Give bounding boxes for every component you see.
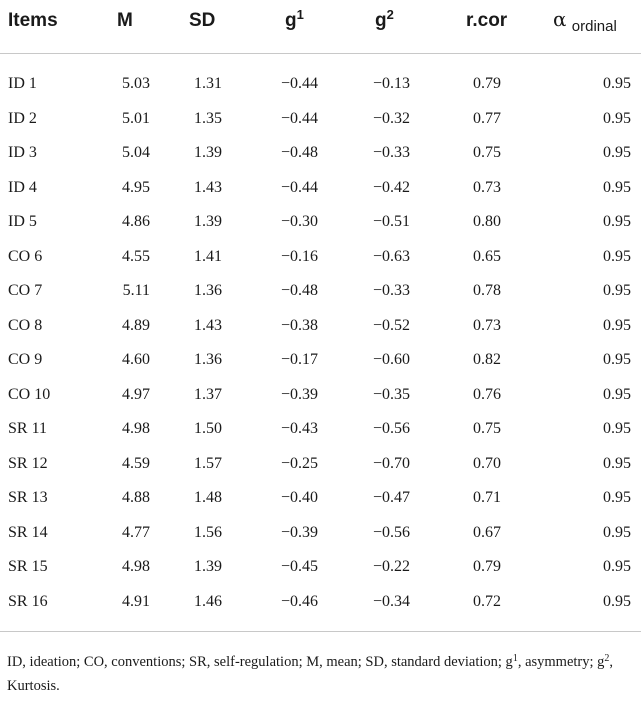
cell-sd: 1.48 [194, 489, 222, 506]
cell-item: CO 6 [8, 247, 43, 265]
cell-rcor: 0.65 [473, 247, 501, 265]
cell-rcor: 0.76 [473, 385, 501, 403]
cell-g2: −0.47 [372, 489, 410, 506]
cell-g1: −0.46 [280, 592, 318, 610]
cell-item: ID 5 [8, 213, 37, 230]
cell-g1: −0.16 [280, 247, 318, 265]
alpha-subscript: ordinal [571, 18, 617, 35]
bottom-rule [0, 631, 641, 632]
header-mean: M [117, 10, 133, 31]
cell-g2: −0.33 [372, 282, 410, 299]
cell-item: ID 2 [8, 109, 37, 127]
cell-mean: 4.89 [122, 316, 150, 334]
cell-mean: 5.01 [122, 109, 150, 127]
cell-sd: 1.35 [194, 109, 222, 127]
cell-alpha: 0.95 [603, 523, 631, 541]
table-row [0, 557, 641, 591]
cell-rcor: 0.79 [473, 75, 501, 92]
cell-rcor: 0.75 [473, 420, 501, 437]
header-g2-sup: 2 [386, 7, 394, 22]
cell-mean: 4.95 [122, 178, 150, 196]
cell-rcor: 0.78 [473, 282, 501, 299]
header-alpha [553, 8, 617, 33]
alpha-symbol: α [553, 7, 567, 31]
cell-g2: −0.56 [372, 420, 410, 437]
table-row [0, 281, 641, 315]
cell-g2: −0.22 [372, 558, 410, 575]
cell-rcor: 0.73 [473, 316, 501, 334]
cell-item: ID 4 [8, 178, 37, 196]
cell-sd: 1.43 [194, 178, 222, 196]
cell-g2: −0.56 [372, 523, 410, 541]
cell-sd: 1.37 [194, 385, 222, 403]
cell-g1: −0.44 [280, 109, 318, 127]
cell-item: CO 9 [8, 351, 43, 368]
cell-g2: −0.33 [372, 144, 410, 161]
table-row [0, 74, 641, 108]
cell-item: CO 10 [8, 385, 51, 403]
table-row [0, 350, 641, 384]
cell-alpha: 0.95 [603, 316, 631, 334]
cell-item: SR 11 [8, 420, 47, 437]
cell-rcor: 0.77 [473, 109, 501, 127]
cell-mean: 5.04 [122, 144, 150, 161]
cell-sd: 1.36 [194, 351, 222, 368]
header-g2-base: g [375, 10, 387, 31]
footnote-sup-2: 2 [604, 653, 610, 664]
cell-g2: −0.42 [372, 178, 410, 196]
cell-alpha: 0.95 [603, 351, 631, 368]
cell-item: SR 13 [8, 489, 48, 506]
cell-alpha: 0.95 [603, 75, 631, 92]
cell-alpha: 0.95 [603, 109, 631, 127]
cell-sd: 1.41 [194, 247, 222, 265]
cell-g2: −0.34 [372, 592, 410, 610]
header-items: Items [8, 10, 58, 31]
footnote-text-2: , asymmetry; g [517, 654, 605, 670]
table-row [0, 212, 641, 246]
table-row [0, 143, 641, 177]
cell-alpha: 0.95 [603, 282, 631, 299]
cell-g1: −0.17 [280, 351, 318, 368]
table-row [0, 488, 641, 522]
cell-mean: 4.59 [122, 454, 150, 472]
cell-g1: −0.38 [280, 316, 318, 334]
cell-g2: −0.13 [372, 75, 410, 92]
cell-g2: −0.51 [372, 213, 410, 230]
cell-rcor: 0.82 [473, 351, 501, 368]
cell-sd: 1.39 [194, 558, 222, 575]
header-g1 [285, 7, 304, 33]
header-rcor: r.cor [466, 10, 508, 31]
cell-mean: 4.86 [122, 213, 150, 230]
cell-alpha: 0.95 [603, 213, 631, 230]
cell-rcor: 0.75 [473, 144, 501, 161]
cell-g2: −0.63 [372, 247, 410, 265]
cell-item: CO 7 [8, 282, 43, 299]
header-g1-base: g [285, 10, 297, 31]
cell-item: SR 16 [8, 592, 48, 610]
cell-alpha: 0.95 [603, 247, 631, 265]
table-row [0, 247, 641, 281]
header-g2 [375, 7, 394, 33]
cell-alpha: 0.95 [603, 454, 631, 472]
cell-mean: 4.91 [122, 592, 150, 610]
cell-alpha: 0.95 [603, 592, 631, 610]
table-footnote [7, 651, 632, 697]
cell-sd: 1.36 [194, 282, 222, 299]
cell-mean: 4.60 [122, 351, 150, 368]
cell-alpha: 0.95 [603, 144, 631, 161]
cell-item: SR 12 [8, 454, 48, 472]
cell-item: ID 1 [8, 75, 37, 92]
cell-rcor: 0.70 [473, 454, 501, 472]
table-row [0, 178, 641, 212]
cell-g1: −0.44 [280, 75, 318, 92]
table-row [0, 385, 641, 419]
cell-g2: −0.32 [372, 109, 410, 127]
cell-sd: 1.39 [194, 144, 222, 161]
cell-rcor: 0.80 [473, 213, 501, 230]
cell-item: ID 3 [8, 144, 37, 161]
cell-rcor: 0.72 [473, 592, 501, 610]
cell-mean: 5.11 [122, 282, 150, 299]
cell-item: CO 8 [8, 316, 43, 334]
header-rule [0, 53, 641, 54]
header-sd: SD [189, 10, 216, 31]
cell-item: SR 14 [8, 523, 48, 541]
cell-mean: 4.97 [122, 385, 150, 403]
cell-g1: −0.48 [280, 144, 318, 161]
footnote-sup-1: 1 [512, 653, 518, 664]
table-row [0, 419, 641, 453]
cell-mean: 4.98 [122, 420, 150, 437]
footnote-text-1: ID, ideation; CO, conventions; SR, self-regulation; M, mean; SD, standard deviation; g [7, 654, 513, 670]
cell-mean: 5.03 [122, 75, 150, 92]
cell-rcor: 0.67 [473, 523, 501, 541]
cell-alpha: 0.95 [603, 489, 631, 506]
cell-g1: −0.43 [280, 420, 318, 437]
table-row [0, 454, 641, 488]
footnote-text-3: , Kurtosis. [7, 654, 614, 694]
cell-item: SR 15 [8, 558, 48, 575]
cell-mean: 4.88 [122, 489, 150, 506]
cell-sd: 1.46 [194, 592, 222, 610]
table-header [0, 0, 641, 52]
cell-g1: −0.30 [280, 213, 318, 230]
cell-sd: 1.43 [194, 316, 222, 334]
cell-mean: 4.98 [122, 558, 150, 575]
cell-rcor: 0.71 [473, 489, 501, 506]
cell-g1: −0.44 [280, 178, 318, 196]
cell-g1: −0.39 [280, 385, 318, 403]
cell-g1: −0.45 [280, 558, 318, 575]
cell-alpha: 0.95 [603, 558, 631, 575]
cell-g1: −0.40 [280, 489, 318, 506]
cell-g1: −0.25 [280, 454, 318, 472]
cell-alpha: 0.95 [603, 385, 631, 403]
cell-sd: 1.50 [194, 420, 222, 437]
table-row [0, 316, 641, 350]
cell-g2: −0.60 [372, 351, 410, 368]
cell-sd: 1.56 [194, 523, 222, 541]
cell-sd: 1.31 [194, 75, 222, 92]
cell-g1: −0.39 [280, 523, 318, 541]
cell-mean: 4.77 [122, 523, 150, 541]
cell-sd: 1.57 [194, 454, 222, 472]
cell-rcor: 0.79 [473, 558, 501, 575]
cell-rcor: 0.73 [473, 178, 501, 196]
cell-g2: −0.52 [372, 316, 410, 334]
table-row [0, 523, 641, 557]
table-row [0, 592, 641, 626]
cell-g2: −0.70 [372, 454, 410, 472]
cell-alpha: 0.95 [603, 178, 631, 196]
header-g1-sup: 1 [296, 7, 304, 22]
cell-g2: −0.35 [372, 385, 410, 403]
cell-g1: −0.48 [280, 282, 318, 299]
cell-sd: 1.39 [194, 213, 222, 230]
cell-alpha: 0.95 [603, 420, 631, 437]
table-row [0, 109, 641, 143]
cell-mean: 4.55 [122, 247, 150, 265]
